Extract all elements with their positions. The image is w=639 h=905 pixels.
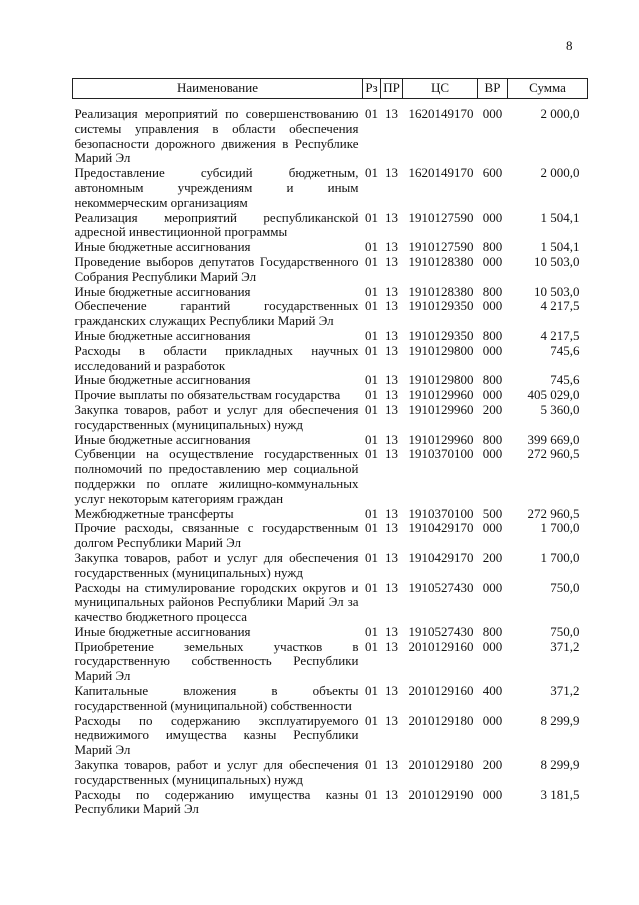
cell-name: Приобретение земельных участков в государственную собственность Республики Марий Эл <box>74 638 359 684</box>
table-row <box>73 433 588 448</box>
cell-name: Иные бюджетные ассигнования <box>74 372 251 388</box>
cell-sum: 4 217,5 <box>540 327 580 343</box>
cell-name: Иные бюджетные ассигнования <box>74 623 251 639</box>
cell-sum: 405 029,0 <box>527 387 580 403</box>
cell-sum: 8 299,9 <box>540 712 580 728</box>
cell-name: Иные бюджетные ассигнования <box>74 283 251 299</box>
table-row <box>73 299 588 329</box>
cell-sum: 1 504,1 <box>540 239 580 255</box>
cell-rz: 01 <box>365 757 378 773</box>
cell-sum: 2 000,0 <box>540 106 580 121</box>
table-row <box>73 758 588 788</box>
cell-vr: 000 <box>482 712 503 728</box>
cell-cs: 1910127590 <box>408 239 474 255</box>
cell-rz: 01 <box>365 786 378 802</box>
cell-cs: 1910129350 <box>408 298 474 314</box>
cell-name: Реализация мероприятий республиканской адресной инвестиционной программы <box>74 209 359 240</box>
cell-vr: 500 <box>482 505 503 521</box>
cell-vr: 800 <box>482 372 503 388</box>
table-row <box>73 403 588 433</box>
cell-pr: 13 <box>385 579 398 595</box>
cell-rz: 01 <box>365 683 378 699</box>
cell-pr: 13 <box>385 327 398 343</box>
header-cs: ЦС <box>403 79 478 99</box>
cell-pr: 13 <box>385 387 398 403</box>
cell-pr: 13 <box>385 372 398 388</box>
table-row <box>73 373 588 388</box>
cell-sum: 8 299,9 <box>540 757 580 773</box>
cell-pr: 13 <box>385 209 398 225</box>
table-row <box>73 625 588 640</box>
cell-cs: 1910129960 <box>408 401 474 417</box>
cell-rz: 01 <box>365 106 378 121</box>
cell-cs: 1910129960 <box>408 387 474 403</box>
cell-vr: 600 <box>482 165 503 181</box>
cell-pr: 13 <box>385 520 398 536</box>
cell-sum: 2 000,0 <box>540 165 580 181</box>
cell-name: Иные бюджетные ассигнования <box>74 327 251 343</box>
cell-pr: 13 <box>385 683 398 699</box>
cell-rz: 01 <box>365 446 378 462</box>
table-body <box>73 99 588 818</box>
cell-sum: 745,6 <box>550 342 580 358</box>
cell-rz: 01 <box>365 623 378 639</box>
cell-name: Прочие выплаты по обязательствам государства <box>74 387 341 403</box>
cell-cs: 1910129800 <box>408 342 474 358</box>
cell-vr: 000 <box>482 106 503 121</box>
table-row <box>73 344 588 374</box>
cell-pr: 13 <box>385 549 398 565</box>
cell-pr: 13 <box>385 165 398 181</box>
cell-cs: 1620149170 <box>408 165 474 181</box>
cell-rz: 01 <box>365 209 378 225</box>
cell-rz: 01 <box>365 283 378 299</box>
cell-pr: 13 <box>385 712 398 728</box>
cell-name: Расходы в области прикладных научных исследований и разработок <box>74 342 359 373</box>
table-row <box>73 285 588 300</box>
cell-vr: 000 <box>482 298 503 314</box>
cell-cs: 1910429170 <box>408 520 474 536</box>
cell-sum: 3 181,5 <box>540 786 580 802</box>
cell-rz: 01 <box>365 549 378 565</box>
cell-pr: 13 <box>385 757 398 773</box>
table-row <box>73 788 588 818</box>
cell-cs: 1910127590 <box>408 209 474 225</box>
table-row <box>73 388 588 403</box>
table-header <box>73 79 588 99</box>
cell-cs: 1910128380 <box>408 253 474 269</box>
cell-vr: 000 <box>482 253 503 269</box>
cell-sum: 1 504,1 <box>540 209 580 225</box>
cell-pr: 13 <box>385 401 398 417</box>
cell-rz: 01 <box>365 327 378 343</box>
cell-pr: 13 <box>385 638 398 654</box>
cell-pr: 13 <box>385 283 398 299</box>
table-row <box>73 551 588 581</box>
table-row <box>73 684 588 714</box>
cell-cs: 2010129160 <box>408 638 474 654</box>
cell-vr: 000 <box>482 209 503 225</box>
cell-cs: 1910370100 <box>408 505 474 521</box>
table-row <box>73 447 588 506</box>
cell-rz: 01 <box>365 520 378 536</box>
cell-name: Закупка товаров, работ и услуг для обеспечения государственных (муниципальных) нужд <box>74 401 359 432</box>
cell-sum: 10 503,0 <box>534 253 580 269</box>
cell-sum: 371,2 <box>550 638 580 654</box>
cell-vr: 000 <box>482 446 503 462</box>
table-row <box>73 99 588 167</box>
cell-name: Межбюджетные трансферты <box>74 505 234 521</box>
table-row <box>73 211 588 241</box>
cell-pr: 13 <box>385 786 398 802</box>
cell-vr: 000 <box>482 387 503 403</box>
cell-sum: 10 503,0 <box>534 283 580 299</box>
cell-cs: 1910429170 <box>408 549 474 565</box>
header-pr: ПР <box>381 79 403 99</box>
cell-pr: 13 <box>385 253 398 269</box>
cell-name: Субвенции на осуществление государственных полномочий по предоставлению мер социальной поддержки по оплате жилищно-коммунальных услуг некоторым категориям граждан <box>74 446 359 506</box>
table-row <box>73 240 588 255</box>
table-row <box>73 714 588 758</box>
cell-cs: 2010129180 <box>408 712 474 728</box>
table-row <box>73 521 588 551</box>
cell-pr: 13 <box>385 239 398 255</box>
cell-sum: 1 700,0 <box>540 549 580 565</box>
cell-name: Иные бюджетные ассигнования <box>74 239 251 255</box>
cell-rz: 01 <box>365 431 378 447</box>
cell-name: Закупка товаров, работ и услуг для обеспечения государственных (муниципальных) нужд <box>74 757 359 787</box>
cell-cs: 1910370100 <box>408 446 474 462</box>
cell-rz: 01 <box>365 253 378 269</box>
cell-cs: 2010129190 <box>408 786 474 802</box>
cell-cs: 1620149170 <box>408 106 474 121</box>
cell-pr: 13 <box>385 623 398 639</box>
cell-rz: 01 <box>365 239 378 255</box>
cell-vr: 000 <box>482 579 503 595</box>
table-row <box>73 329 588 344</box>
cell-name: Прочие расходы, связанные с государственным долгом Республики Марий Эл <box>74 520 359 551</box>
cell-sum: 371,2 <box>550 683 580 699</box>
cell-name: Реализация мероприятий по совершенствованию системы управления в области обеспечения безопасности дорожного движения в Республике Марий Эл <box>74 106 359 166</box>
cell-name: Расходы на стимулирование городских округов и муниципальных районов Республики Марий Эл за качество бюджетного процесса <box>74 579 359 625</box>
cell-vr: 200 <box>482 757 503 773</box>
cell-pr: 13 <box>385 505 398 521</box>
cell-pr: 13 <box>385 431 398 447</box>
cell-rz: 01 <box>365 712 378 728</box>
table-row <box>73 166 588 210</box>
table-row <box>73 640 588 684</box>
cell-rz: 01 <box>365 372 378 388</box>
cell-sum: 272 960,5 <box>527 446 580 462</box>
table-row <box>73 255 588 285</box>
cell-cs: 1910527430 <box>408 623 474 639</box>
header-row <box>73 79 588 99</box>
cell-cs: 2010129160 <box>408 683 474 699</box>
cell-cs: 1910129960 <box>408 431 474 447</box>
cell-vr: 000 <box>482 342 503 358</box>
cell-rz: 01 <box>365 505 378 521</box>
cell-sum: 4 217,5 <box>540 298 580 314</box>
budget-table <box>72 78 588 817</box>
cell-sum: 272 960,5 <box>527 505 580 521</box>
table-row <box>73 507 588 522</box>
cell-vr: 800 <box>482 431 503 447</box>
cell-name: Закупка товаров, работ и услуг для обеспечения государственных (муниципальных) нужд <box>74 549 359 580</box>
cell-rz: 01 <box>365 387 378 403</box>
cell-vr: 400 <box>482 683 503 699</box>
cell-cs: 2010129180 <box>408 757 474 773</box>
cell-sum: 750,0 <box>550 579 580 595</box>
cell-pr: 13 <box>385 446 398 462</box>
header-vr: ВР <box>478 79 508 99</box>
cell-pr: 13 <box>385 342 398 358</box>
cell-sum: 750,0 <box>550 623 580 639</box>
cell-sum: 5 360,0 <box>540 401 580 417</box>
cell-rz: 01 <box>365 638 378 654</box>
table-row <box>73 581 588 625</box>
cell-cs: 1910129800 <box>408 372 474 388</box>
cell-name: Капитальные вложения в объекты государственной (муниципальной) собственности <box>74 683 359 713</box>
page-number: 8 <box>566 38 573 53</box>
cell-sum: 1 700,0 <box>540 520 580 536</box>
cell-name: Расходы по содержанию имущества казны Республики Марий Эл <box>74 786 359 817</box>
cell-sum: 745,6 <box>550 372 580 388</box>
header-name: Наименование <box>73 79 363 99</box>
cell-sum: 399 669,0 <box>527 431 580 447</box>
cell-rz: 01 <box>365 579 378 595</box>
cell-pr: 13 <box>385 298 398 314</box>
cell-name: Предоставление субсидий бюджетным, автономным учреждениям и иным некоммерческим организациям <box>74 165 359 210</box>
cell-rz: 01 <box>365 401 378 417</box>
cell-name: Проведение выборов депутатов Государственного Собрания Республики Марий Эл <box>74 253 359 284</box>
cell-name: Обеспечение гарантий государственных гражданских служащих Республики Марий Эл <box>74 298 359 329</box>
cell-vr: 200 <box>482 401 503 417</box>
cell-pr: 13 <box>385 106 398 121</box>
cell-name: Расходы по содержанию эксплуатируемого недвижимого имущества казны Республики Марий Эл <box>74 712 359 758</box>
header-rz: Рз <box>363 79 381 99</box>
cell-vr: 800 <box>482 327 503 343</box>
header-sum: Сумма <box>508 79 588 99</box>
cell-rz: 01 <box>365 165 378 181</box>
cell-cs: 1910129350 <box>408 327 474 343</box>
cell-rz: 01 <box>365 298 378 314</box>
cell-cs: 1910527430 <box>408 579 474 595</box>
cell-vr: 800 <box>482 239 503 255</box>
cell-vr: 000 <box>482 638 503 654</box>
cell-vr: 000 <box>482 520 503 536</box>
cell-vr: 200 <box>482 549 503 565</box>
cell-vr: 000 <box>482 786 503 802</box>
cell-rz: 01 <box>365 342 378 358</box>
cell-cs: 1910128380 <box>408 283 474 299</box>
cell-name: Иные бюджетные ассигнования <box>74 431 251 447</box>
cell-vr: 800 <box>482 623 503 639</box>
cell-vr: 800 <box>482 283 503 299</box>
